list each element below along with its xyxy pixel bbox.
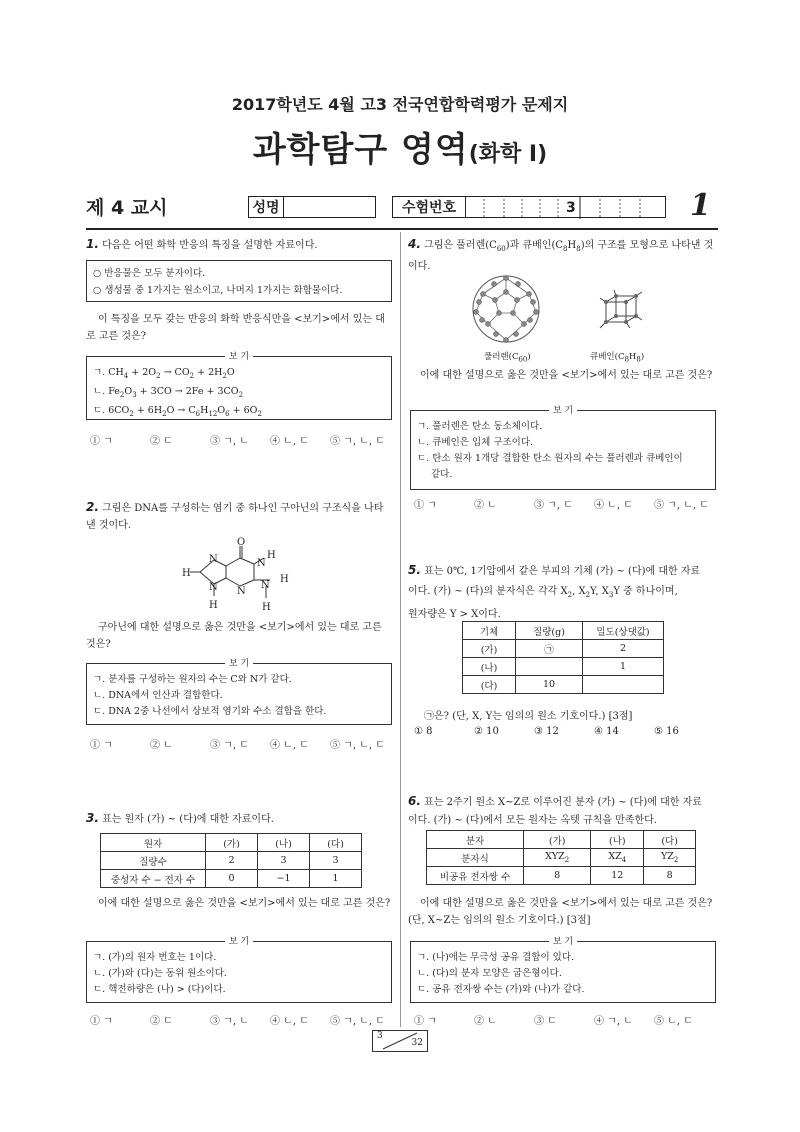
q2-choices — [90, 736, 390, 751]
guanine-atom-labels — [182, 537, 289, 613]
q6-cell-formula-c: $YZ_2$ — [644, 849, 696, 867]
q2-bogi-box — [86, 659, 392, 725]
q5-choice-5[interactable]: ⑤ 16 — [654, 726, 679, 737]
q5-choice-1[interactable]: ① 8 — [414, 726, 433, 737]
q3-table — [100, 833, 362, 888]
q5-stem: 5. 표는 0℃, 1기압에서 같은 부피의 기체 (가) ~ (다)에 대한 자료 이다. (가) ~ (다)의 분자식은 각각 $X_2$, $X_2Y$, $X_3Y$ 중 하나이며, 원자량은 Y > X이다. — [408, 563, 701, 620]
q1-choice-2[interactable]: ② ㄷ — [150, 436, 173, 447]
q2-item-3: ㄷ. DNA 2중 나선에서 상보적 염기와 수소 결합을 한다. — [93, 706, 327, 717]
atom-h5: H — [262, 602, 271, 613]
table-row — [101, 852, 362, 870]
title-main: 과학탐구 영역 — [252, 130, 469, 170]
page-total: 32 — [411, 1038, 423, 1048]
q2-stem: 2. 그림은 DNA를 구성하는 염기 중 하나인 구아닌의 구조식을 나타낸 것이다. — [86, 500, 384, 531]
q3-choice-1[interactable]: ① ㄱ — [90, 1016, 113, 1027]
q4-stem: 4. 그림은 풀러렌$(C_{60})$과 큐베인$(C_8H_8)$의 구조를 모형으로 나타낸 것이다. — [408, 237, 714, 272]
q6-th-0: 분자 — [427, 831, 524, 849]
exam-number-digit: 3 — [566, 200, 576, 216]
q6-cell: 분자식 — [427, 849, 524, 867]
table-row — [463, 640, 664, 658]
q6-stem: 6. 표는 2주기 원소 X~Z로 이루어진 분자 (가) ~ (다)에 대한 자료 이다. (가) ~ (다)에서 모든 원자는 옥텟 규칙을 만족한다. — [408, 794, 702, 826]
q3-cell: 1 — [310, 870, 362, 888]
q3-bogi-label: 보 기 — [225, 937, 253, 947]
q2-bogi-label: 보 기 — [225, 659, 253, 669]
q5-table-header — [463, 622, 664, 640]
q1-item-1: ㄱ. $CH_4 + 2O_2 \to CO_2 + 2H_2O$ — [93, 367, 235, 380]
q1-bogi-label: 보 기 — [225, 352, 253, 362]
q2-choice-2[interactable]: ② ㄴ — [150, 740, 173, 751]
table-row — [101, 870, 362, 888]
table-row — [427, 849, 696, 867]
q3-stem: 3. 표는 원자 (가) ~ (다)에 대한 자료이다. — [86, 811, 274, 825]
q1-choice-3[interactable]: ③ ㄱ, ㄴ — [210, 436, 249, 447]
q6-cell: 비공유 전자쌍 수 — [427, 867, 524, 885]
atom-n2: N — [257, 558, 266, 569]
q1-item-3: ㄷ. $6CO_2 + 6H_2O \to C_6H_{12}O_6 + 6O_2$ — [93, 404, 262, 418]
q6-cell: 8 — [644, 867, 696, 885]
q3-choice-5[interactable]: ⑤ ㄱ, ㄴ, ㄷ — [330, 1016, 385, 1027]
q6-choice-2[interactable]: ② ㄴ — [474, 1016, 497, 1027]
fullerene-model — [466, 272, 546, 346]
atom-h1: H — [267, 550, 276, 561]
exam-number-label: 수험번호 — [392, 196, 466, 218]
q2-choice-3[interactable]: ③ ㄱ, ㄷ — [210, 740, 249, 751]
table-row — [463, 676, 664, 694]
q1-bogi-box — [86, 352, 392, 420]
q3-th-3: (다) — [310, 834, 362, 852]
q3-item-3: ㄷ. 핵전하량은 (나) > (다)이다. — [93, 984, 226, 995]
q3-cell: −1 — [258, 870, 310, 888]
atom-n1: N — [209, 554, 218, 565]
q5-th-1: 질량(g) — [516, 622, 583, 640]
q4-item-2: ㄴ. 큐베인은 입체 구조이다. — [417, 437, 534, 448]
guanine-structure — [176, 536, 296, 614]
atom-n4: N — [237, 586, 246, 597]
q6-cell: 8 — [524, 867, 591, 885]
q4-item-3-cont: 같다. — [431, 469, 453, 480]
q5-cell: (나) — [463, 658, 516, 676]
q5-th-0: 기체 — [463, 622, 516, 640]
q1-stem: 1. 다음은 어떤 화학 반응의 특징을 설명한 자료이다. — [86, 237, 318, 251]
q2-ask: 구아닌에 대한 설명으로 옳은 것만을 <보기>에서 있는 대로 고른 것은? — [86, 622, 382, 650]
q6-choice-1[interactable]: ① ㄱ — [414, 1016, 437, 1027]
q5-choice-4[interactable]: ④ 14 — [594, 726, 619, 737]
atom-n5: N — [261, 580, 270, 591]
q6-cell: 12 — [591, 867, 644, 885]
q5-cell: ㉠ — [516, 640, 583, 658]
name-label: 성명 — [248, 196, 284, 218]
q4-choice-2[interactable]: ② ㄴ — [474, 500, 497, 511]
q2-choice-4[interactable]: ④ ㄴ, ㄷ — [270, 740, 309, 751]
q3-cell: 중성자 수 − 전자 수 — [101, 870, 206, 888]
q5-cell — [583, 676, 664, 694]
q4-choice-5[interactable]: ⑤ ㄱ, ㄴ, ㄷ — [654, 500, 709, 511]
q3-ask: 이에 대한 설명으로 옳은 것만을 <보기>에서 있는 대로 고른 것은? — [98, 898, 391, 909]
q3-cell: 질량수 — [101, 852, 206, 870]
q2-choice-5[interactable]: ⑤ ㄱ, ㄴ, ㄷ — [330, 740, 385, 751]
table-row — [463, 658, 664, 676]
q5-cell: 1 — [583, 658, 664, 676]
page-current: 3 — [377, 1031, 383, 1041]
q6-choices — [414, 1012, 714, 1027]
q6-bogi-box — [410, 937, 716, 1003]
q5-choice-3[interactable]: ③ 12 — [534, 726, 559, 737]
q4-bogi-label: 보 기 — [549, 406, 577, 416]
q1-info-box — [86, 260, 392, 302]
table-row — [427, 867, 696, 885]
q3-cell: 2 — [206, 852, 258, 870]
q3-choice-4[interactable]: ④ ㄴ, ㄷ — [270, 1016, 309, 1027]
q3-bogi-box — [86, 937, 392, 1003]
q4-bogi-box — [410, 406, 716, 490]
q4-choices — [414, 496, 714, 511]
q1-choice-4[interactable]: ④ ㄴ, ㄷ — [270, 436, 309, 447]
q5-choices — [414, 726, 714, 737]
q6-table — [426, 830, 696, 885]
period-label: 제 4 교시 — [86, 197, 168, 219]
q2-item-1: ㄱ. 분자를 구성하는 원자의 수는 C와 N가 같다. — [93, 674, 292, 685]
header-rule — [86, 228, 718, 230]
q3-cell: 3 — [258, 852, 310, 870]
q3-cell: 0 — [206, 870, 258, 888]
cubane-label: 큐베인$(C_8H_8)$ — [590, 352, 645, 364]
q4-ask: 이에 대한 설명으로 옳은 것만을 <보기>에서 있는 대로 고른 것은? — [420, 370, 713, 381]
atom-h2: H — [182, 568, 191, 579]
q6-item-1: ㄱ. (나)에는 무극성 공유 결합이 있다. — [417, 952, 575, 963]
q3-table-header — [101, 834, 362, 852]
q6-bogi-label: 보 기 — [549, 937, 577, 947]
q2-choice-1[interactable]: ① ㄱ — [90, 740, 113, 751]
q6-ask: 이에 대한 설명으로 옳은 것만을 <보기>에서 있는 대로 고른 것은? (단, X~Z는 임의의 원소 기호이다.) [3점] — [408, 898, 713, 926]
q5-choice-2[interactable]: ② 10 — [474, 726, 499, 737]
q3-choice-2[interactable]: ② ㄷ — [150, 1016, 173, 1027]
q6-th-2: (나) — [591, 831, 644, 849]
q6-th-1: (가) — [524, 831, 591, 849]
q1-info1: ○ 반응물은 모두 분자이다. — [93, 268, 206, 279]
q1-item-2: ㄴ. $Fe_2O_3 + 3CO \to 2Fe + 3CO_2$ — [93, 385, 244, 399]
q5-cell: 2 — [583, 640, 664, 658]
q5-table — [462, 621, 664, 694]
q6-cell-formula-a: $XYZ_2$ — [524, 849, 591, 867]
q5-th-2: 밀도(상댓값) — [583, 622, 664, 640]
q4-item-3: ㄷ. 탄소 원자 1개당 결합한 탄소 원자의 수는 풀러렌과 큐베인이 — [417, 453, 683, 464]
page-counter — [372, 1030, 428, 1052]
q1-choice-1[interactable]: ① ㄱ — [90, 436, 113, 447]
q2-item-2: ㄴ. DNA에서 인산과 결합한다. — [93, 690, 223, 701]
q6-th-3: (다) — [644, 831, 696, 849]
q4-choice-1[interactable]: ① ㄱ — [414, 500, 437, 511]
q6-choice-3[interactable]: ③ ㄷ — [534, 1016, 557, 1027]
atom-h3: H — [280, 574, 289, 585]
q1-choices — [90, 432, 390, 447]
q4-item-1: ㄱ. 풀러렌은 탄소 동소체이다. — [417, 421, 543, 432]
exam-title — [0, 122, 800, 171]
q3-th-0: 원자 — [101, 834, 206, 852]
atom-h4: H — [209, 600, 218, 611]
exam-subtitle: 2017학년도 4월 고3 전국연합학력평가 문제지 — [231, 95, 569, 114]
q6-choice-5[interactable]: ⑤ ㄴ, ㄷ — [654, 1016, 693, 1027]
q6-item-2: ㄴ. (다)의 분자 모양은 굽은형이다. — [417, 968, 562, 979]
q1-ask: 이 특징을 모두 갖는 반응의 화학 반응식만을 <보기>에서 있는 대로 고른 것은? — [86, 314, 385, 342]
q5-cell: (가) — [463, 640, 516, 658]
q3-item-2: ㄴ. (가)와 (다)는 동위 원소이다. — [93, 968, 227, 979]
q3-item-1: ㄱ. (가)의 원자 번호는 1이다. — [93, 952, 217, 963]
page-number: 1 — [690, 188, 711, 223]
q6-item-3: ㄷ. 공유 전자쌍 수는 (가)와 (나)가 같다. — [417, 984, 585, 995]
name-field[interactable] — [284, 196, 376, 218]
q4-choice-3[interactable]: ③ ㄱ, ㄷ — [534, 500, 573, 511]
atom-n3: N — [209, 582, 218, 593]
title-sub: (화학 Ⅰ) — [468, 142, 548, 167]
cubane-model — [596, 288, 646, 332]
q3-choice-3[interactable]: ③ ㄱ, ㄴ — [210, 1016, 249, 1027]
q6-choice-4[interactable]: ④ ㄱ, ㄴ — [594, 1016, 633, 1027]
q5-cell: 10 — [516, 676, 583, 694]
q6-cell-formula-b: $XZ_4$ — [591, 849, 644, 867]
q1-info2: ○ 생성물 중 1가지는 원소이고, 나머지 1가지는 화합물이다. — [93, 285, 343, 296]
q5-ask: ㉠은? (단, X, Y는 임의의 원소 기호이다.) [3점] — [424, 711, 633, 722]
q3-cell: 3 — [310, 852, 362, 870]
q5-cell — [516, 658, 583, 676]
q3-th-1: (가) — [206, 834, 258, 852]
q6-table-header — [427, 831, 696, 849]
atom-o: O — [237, 537, 246, 548]
q1-choice-5[interactable]: ⑤ ㄱ, ㄴ, ㄷ — [330, 436, 385, 447]
q4-choice-4[interactable]: ④ ㄴ, ㄷ — [594, 500, 633, 511]
q5-cell: (다) — [463, 676, 516, 694]
exam-number-field[interactable] — [466, 196, 666, 218]
column-divider — [400, 232, 401, 1027]
fullerene-label: 풀러렌$(C_{60})$ — [484, 352, 531, 364]
q3-choices — [90, 1012, 390, 1027]
q3-th-2: (나) — [258, 834, 310, 852]
